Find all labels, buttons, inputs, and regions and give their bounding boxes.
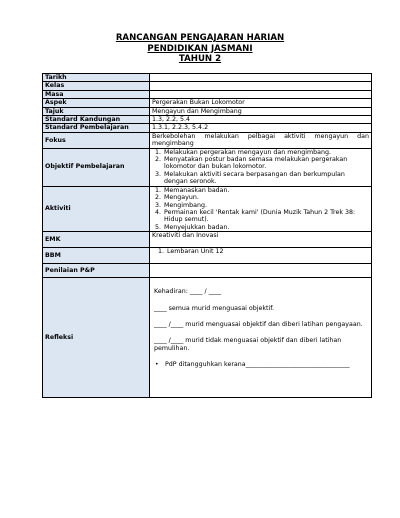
refleksi-pdp-ditangguhkan: PdP ditangguhkan kerana_________________________________ [165,361,350,369]
bbm-item: 1. Lembaran Unit 12 [166,248,369,255]
fokus-line-1: Berkebolehan melakukan pelbagai aktiviti mengayun dan [152,132,369,140]
value-tarikh [150,74,372,82]
title-line-3: TAHUN 2 [178,54,222,64]
aktiviti-item: 3. Mengimbang. [163,202,369,209]
label-penilaian: Penilaian P&P [43,264,150,278]
row-tajuk [43,107,372,115]
value-standard-kandungan: 1.3, 2.2, 5.4 [150,116,372,124]
document-title [0,33,400,65]
value-kelas [150,82,372,90]
refleksi-kehadiran: Kehadiran: ____ / ____ [154,288,222,296]
label-standard-pembelajaran: Standard Pembelajaran [43,124,150,132]
value-aktiviti [150,186,372,231]
title-line-2: PENDIDIKAN JASMANI [147,43,253,54]
row-bbm [43,248,372,264]
label-fokus: Fokus [43,132,150,148]
value-penilaian [150,264,372,278]
row-standard-kandungan [43,116,372,124]
refleksi-tidak-menguasai: ____ /____ murid tidak menguasai objektif dan diberi latihan pemulihan. [154,337,342,352]
aktiviti-list [152,187,369,231]
objektif-list [152,149,369,186]
row-aspek [43,99,372,107]
label-objektif: Objektif Pembelajaran [43,148,150,186]
value-aspek: Pergerakan Bukan Lokomotor [150,99,372,107]
value-bbm [150,248,372,264]
label-standard-kandungan: Standard Kandungan [43,116,150,124]
value-tajuk: Mengayun dan Mengimbang [150,107,372,115]
value-objektif [150,148,372,186]
row-standard-pembelajaran [43,124,372,132]
row-masa [43,90,372,98]
row-objektif [43,148,372,186]
lesson-plan-table [42,73,372,398]
refleksi-pdp-row [154,361,371,368]
label-tajuk: Tajuk [43,107,150,115]
objektif-item: 1. Melakukan pergerakan mengayun dan mengimbang. [163,149,369,156]
value-masa [150,90,372,98]
value-emk: Kreativiti dan Inovasi [150,232,372,248]
value-fokus [150,132,372,148]
row-fokus [43,132,372,148]
row-refleksi [43,278,372,398]
value-standard-pembelajaran: 1.3.1, 2.2.3, 5.4.2 [150,124,372,132]
row-kelas [43,82,372,90]
objektif-item: 3. Melakukan aktiviti secara berpasangan dan berkumpulan dengan seronok. [163,171,369,186]
label-masa: Masa [43,90,150,98]
label-refleksi: Refleksi [43,278,150,398]
label-emk: EMK [43,232,150,248]
refleksi-menguasai: ____ /____ murid menguasai objektif dan diberi latihan pengayaan. [154,320,363,328]
row-emk [43,232,372,248]
row-penilaian [43,264,372,278]
label-aspek: Aspek [43,99,150,107]
value-refleksi [150,278,372,398]
label-aktiviti: Aktiviti [43,186,150,231]
label-tarikh: Tarikh [43,74,150,82]
aktiviti-item: 5. Menyejukkan badan. [163,224,369,231]
row-aktiviti [43,186,372,231]
fokus-line-2: mengimbang [152,140,194,148]
refleksi-semua-murid: ____ semua murid menguasai objektif. [154,304,275,312]
bbm-list [152,248,369,255]
bullet-icon: • [155,361,159,369]
row-tarikh [43,74,372,82]
aktiviti-item: 1. Memanaskan badan. [163,187,369,194]
aktiviti-item: 2. Mengayun. [163,194,369,201]
label-bbm: BBM [43,248,150,264]
title-line-1: RANCANGAN PENGAJARAN HARIAN [115,33,285,43]
label-kelas: Kelas [43,82,150,90]
objektif-item: 2. Menyatakan postur badan semasa melakukan pergerakan lokomotor dan bukan lokomotor. [163,156,369,171]
aktiviti-item: 4. Permainan kecil 'Rentak kami' (Dunia Muzik Tahun 2 Trek 38: Hidup semut). [163,209,369,224]
